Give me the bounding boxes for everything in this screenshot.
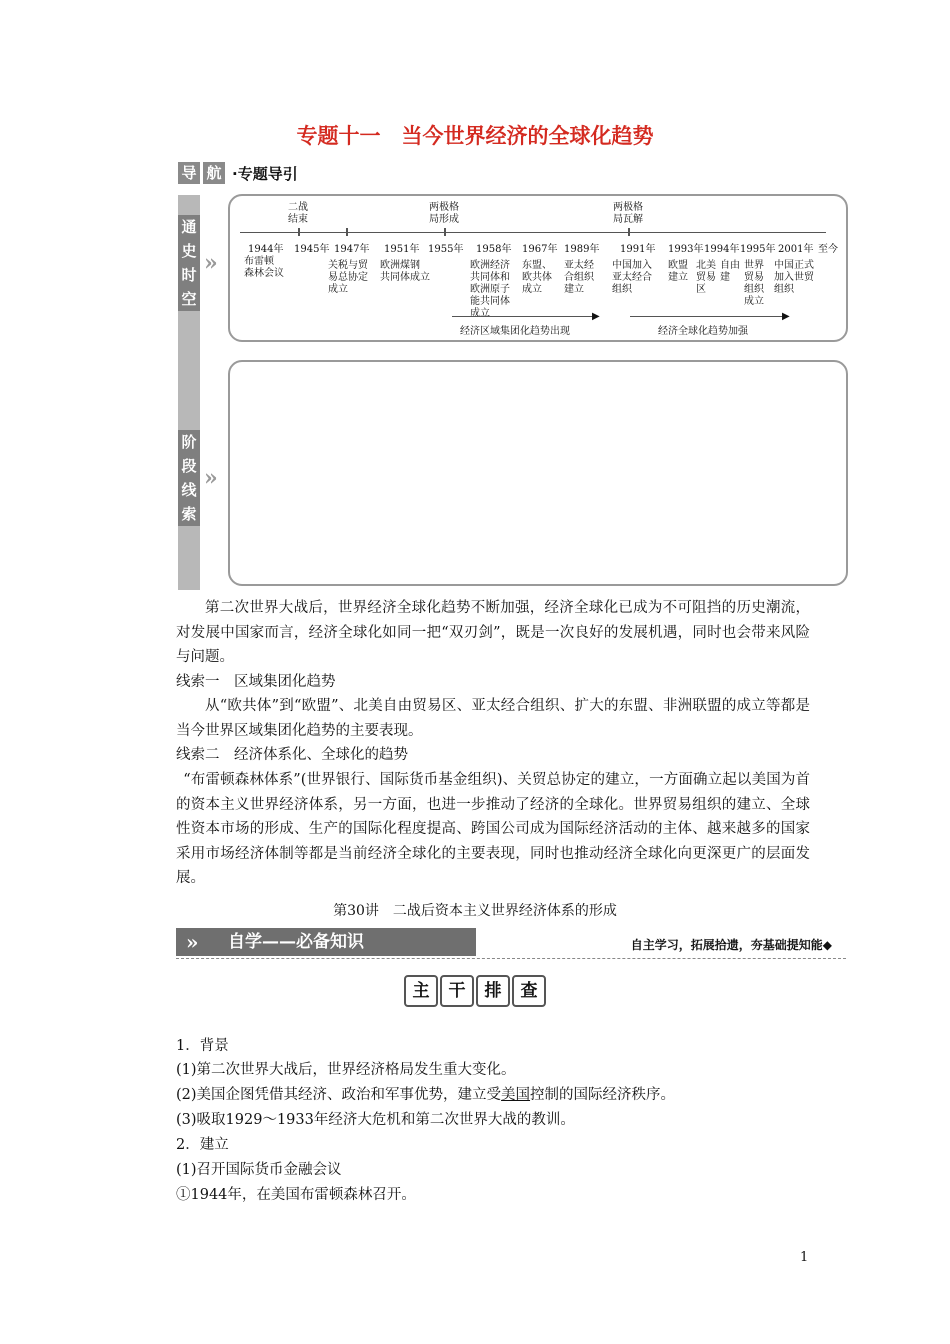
chevron-right-icon: » xyxy=(204,250,218,276)
trend-label-1: 经济区域集团化趋势出现 xyxy=(460,326,570,337)
section-tags xyxy=(0,975,950,1007)
timeline-event: 欧洲经济 共同体和 欧洲原子 能共同体 成立 xyxy=(470,260,510,319)
content-heading-2: 2．建立 xyxy=(176,1137,229,1153)
timeline-axis xyxy=(240,232,826,233)
content-text: (2)美国企图凭借其经济、政治和军事优势，建立受 xyxy=(176,1087,502,1103)
side-char: 通 xyxy=(178,215,200,239)
clue-2-paragraph: “布雷顿森林体系”(世界银行、国际货币基金组织)、关贸总协定的建立，一方面确立起以美国为首的资本主义世界经济体系，另一方面，也进一步推动了经济的全球化。世界贸易组织的建立、全球性资本市场的形成、生产的国际化程度提高、跨国公司成为国际经济活动的主体、越来越多的国家采用市场经济体制等都是当前经济全球化的主要表现，同时也推动经济全球化向更深更广的层面发展。 xyxy=(176,772,810,886)
chevron-right-icon: » xyxy=(204,465,218,491)
trend-arrow-2 xyxy=(630,316,786,317)
timeline-year: 1951年 xyxy=(384,244,420,255)
clue-heading-2 xyxy=(176,743,810,768)
timeline-tick xyxy=(444,228,446,236)
timeline-year: 1947年 xyxy=(334,244,370,255)
timeline-year: 1967年 xyxy=(522,244,558,255)
timeline-tick xyxy=(346,228,348,236)
side-char: 史 xyxy=(178,239,200,263)
nav-header-text: ·专题导引 xyxy=(232,164,298,183)
clues-panel xyxy=(228,360,848,586)
content-underlined: 美国 xyxy=(501,1087,531,1103)
content-line: ①1944年，在美国布雷顿森林召开。 xyxy=(176,1187,416,1203)
timeline-year: 1955年 xyxy=(428,244,464,255)
side-label-timeline xyxy=(178,215,200,311)
timeline-event: 关税与贸 易总协定 成立 xyxy=(328,260,368,295)
clue-2-text: 线索二 经济体系化、全球化的趋势 xyxy=(176,747,408,763)
content-line: (3)吸取1929～1933年经济大危机和第二次世界大战的教训。 xyxy=(176,1112,575,1128)
nav-box-2: 航 xyxy=(203,162,225,184)
timeline-event: 欧洲煤钢 共同体成立 xyxy=(380,260,430,283)
content-line xyxy=(176,1085,675,1105)
trend-arrow-1 xyxy=(452,316,596,317)
content-text: 控制的国际经济秩序。 xyxy=(530,1087,676,1103)
tag-char: 干 xyxy=(440,975,474,1007)
timeline-event: 中国正式 加入世贸 组织 xyxy=(774,260,814,295)
lesson-title: 第30讲 二战后资本主义世界经济体系的形成 xyxy=(333,903,617,919)
side-char: 空 xyxy=(178,287,200,311)
double-chevron-icon: » xyxy=(186,930,199,954)
page-number: 1 xyxy=(800,1250,809,1265)
section-banner xyxy=(176,928,846,960)
side-char: 线 xyxy=(178,478,200,502)
content-heading-1: 1．背景 xyxy=(176,1038,229,1054)
timeline-event: 亚太经 合组织 建立 xyxy=(564,260,594,295)
side-char: 段 xyxy=(178,454,200,478)
timeline-period: 二战 结束 xyxy=(288,202,308,225)
timeline-event: 自由 建 xyxy=(720,260,740,283)
clue-1-paragraph: 从“欧共体”到“欧盟”、北美自由贸易区、亚太经合组织、扩大的东盟、非洲联盟的成立等都是当今世界区域集团化趋势的主要表现。 xyxy=(176,698,810,739)
side-char: 时 xyxy=(178,263,200,287)
banner-rule xyxy=(176,958,846,959)
timeline-year: 1945年 xyxy=(294,244,330,255)
timeline-year: 1994年 xyxy=(704,244,740,255)
side-char: 阶 xyxy=(178,430,200,454)
timeline-tick xyxy=(628,228,630,236)
tag-char: 主 xyxy=(404,975,438,1007)
timeline-year: 1944年 xyxy=(248,244,284,255)
side-label-clues xyxy=(178,430,200,526)
timeline-event: 中国加入 亚太经合 组织 xyxy=(612,260,652,295)
nav-header xyxy=(178,160,298,186)
timeline-year: 1995年 xyxy=(740,244,776,255)
timeline-event: 北美 贸易 区 xyxy=(696,260,716,295)
tag-char: 查 xyxy=(512,975,546,1007)
timeline-panel xyxy=(228,194,848,342)
timeline-year: 2001年 xyxy=(778,244,814,255)
timeline-period: 两极格 局瓦解 xyxy=(613,202,643,225)
timeline-tick xyxy=(298,228,300,236)
timeline-year: 1989年 xyxy=(564,244,600,255)
timeline-year: 1958年 xyxy=(476,244,512,255)
timeline-year: 1993年 xyxy=(668,244,704,255)
timeline-event: 世界 贸易 组织 成立 xyxy=(744,260,764,307)
page-title: 专题十一 当今世界经济的全球化趋势 xyxy=(296,124,654,148)
side-char: 索 xyxy=(178,502,200,526)
clue-heading-1 xyxy=(176,670,810,695)
timeline-event: 布雷顿 森林会议 xyxy=(244,256,284,279)
timeline-year: 1991年 xyxy=(620,244,656,255)
tag-char: 排 xyxy=(476,975,510,1007)
timeline-event: 欧盟 建立 xyxy=(668,260,688,283)
nav-box-1: 导 xyxy=(178,162,200,184)
timeline-event: 东盟、 欧共体 成立 xyxy=(522,260,552,295)
trend-label-2: 经济全球化趋势加强 xyxy=(658,326,748,337)
content-line: (1)召开国际货币金融会议 xyxy=(176,1162,342,1178)
banner-label: 自学——必备知识 xyxy=(176,928,476,956)
arrow-right-icon: ▶ xyxy=(782,311,790,322)
timeline-period: 两极格 局形成 xyxy=(429,202,459,225)
arrow-right-icon: ▶ xyxy=(592,311,600,322)
banner-subtitle: 自主学习，拓展拾遗，夯基础提知能◆ xyxy=(630,938,832,952)
timeline-year: 至今 xyxy=(818,244,838,255)
content-line: (1)第二次世界大战后，世界经济格局发生重大变化。 xyxy=(176,1062,516,1078)
clue-1-text: 线索一 区域集团化趋势 xyxy=(176,674,336,690)
intro-paragraph: 第二次世界大战后，世界经济全球化趋势不断加强，经济全球化已成为不可阻挡的历史潮流，对发展中国家而言，经济全球化如同一把“双刃剑”，既是一次良好的发展机遇，同时也会带来风险与问题。 xyxy=(176,600,810,665)
